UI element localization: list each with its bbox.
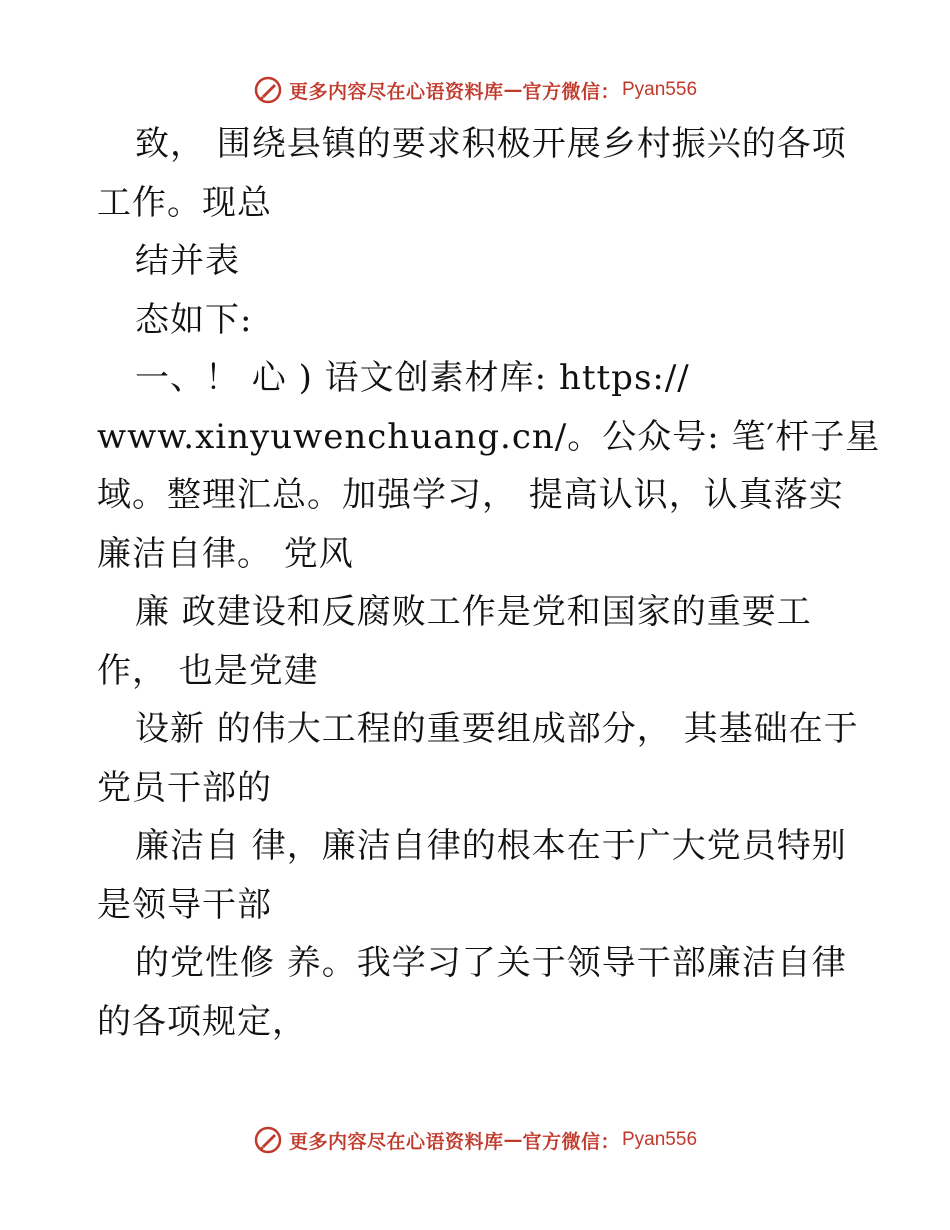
banner-separator: — — [503, 1129, 523, 1151]
body-text-line: 党员干部的 — [97, 767, 272, 808]
body-text-line: 设新 的伟大工程的重要组成部分， 其基础在于 — [135, 709, 859, 749]
body-text-line: 廉洁自 律，廉洁自律的根本在于广大党员特别 — [135, 826, 847, 866]
banner-wechat-label: 官方微信： — [522, 1130, 620, 1153]
body-text-line: 是领导干部 — [97, 884, 272, 925]
banner-wechat-label: 官方微信： — [522, 80, 620, 103]
banner-separator: — — [503, 79, 523, 101]
body-text-line: 一、！ 心 ) 语文创素材库: https:// — [135, 358, 690, 398]
quill-logo-icon — [253, 1125, 283, 1155]
banner-wechat-id: Pyan556 — [622, 1129, 698, 1150]
banner-wechat-id: Pyan556 — [622, 79, 698, 100]
banner-title: 更多内容尽在心语资料库 — [288, 80, 504, 103]
banner-title: 更多内容尽在心语资料库 — [288, 1130, 504, 1153]
body-text-line: 域。整理汇总。加强学习， 提高认识，认真落实 — [97, 475, 844, 515]
document-body — [97, 115, 881, 1051]
footer-watermark-banner — [0, 1120, 950, 1160]
body-text-line: 工作。现总 — [97, 182, 272, 223]
body-text-line: 廉 政建设和反腐败工作是党和国家的重要工 — [135, 592, 812, 632]
body-text-line: www.xinyuwenchuang.cn/。公众号: 笔′杆子星 — [97, 416, 881, 457]
quill-logo-icon — [253, 75, 283, 105]
body-text-line: 态如下: — [135, 299, 253, 340]
body-text-line: 作， 也是党建 — [97, 650, 319, 691]
body-text-line: 致， 围绕县镇的要求积极开展乡村振兴的各项 — [135, 124, 847, 164]
body-text-line: 廉洁自律。 党风 — [97, 533, 354, 574]
body-text-line: 的党性修 养。我学习了关于领导干部廉洁自律 — [135, 943, 847, 983]
body-text-line: 的各项规定， — [97, 1001, 307, 1042]
header-watermark-banner — [0, 70, 950, 110]
body-text-line: 结并表 — [135, 241, 240, 281]
